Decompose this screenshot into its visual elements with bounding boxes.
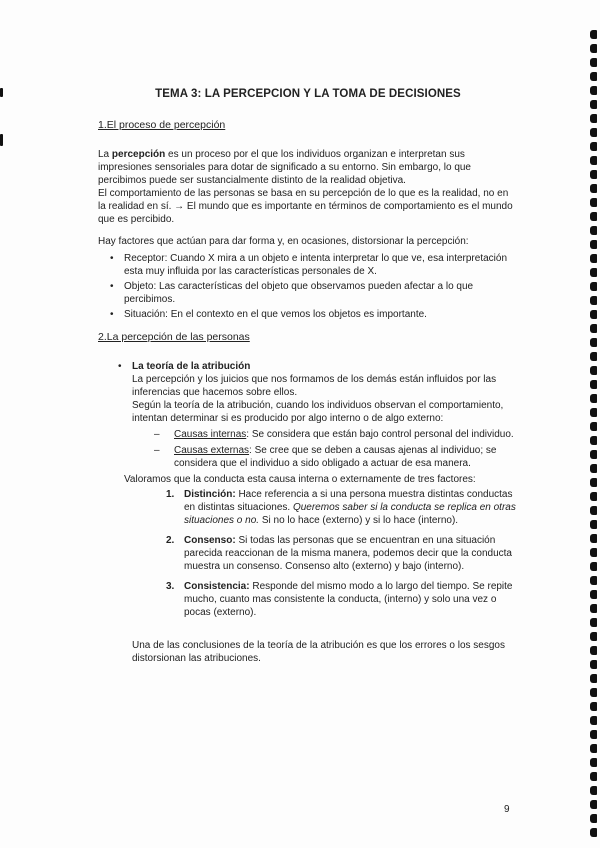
cause-internal-label: Causas internas: [174, 429, 247, 440]
factor-italic: Queremos saber si la conducta se replica en otras situaciones o no.: [184, 502, 516, 526]
binding-ring: [590, 674, 597, 683]
binding-ring: [590, 548, 597, 557]
binding-ring: [590, 520, 597, 529]
factor-number: 2.: [166, 535, 175, 546]
binding-ring: [590, 366, 597, 375]
definition-text: es un proceso por el que los individuos organizan e interpretan sus impresiones sensoriales para dotar de significado a su entorno. Sin embargo, lo que percibimos puede ser sustancialmente distinto de la realidad objetiva.: [98, 149, 471, 186]
binding-ring: [590, 758, 597, 767]
binding-ring: [590, 646, 597, 655]
binding-ring: [590, 254, 597, 263]
binding-ring: [590, 394, 597, 403]
binding-ring: [590, 786, 597, 795]
binding-ring: [590, 114, 597, 123]
binding-ring: [590, 660, 597, 669]
three-factors-list: [132, 488, 518, 619]
list-item: [174, 444, 518, 470]
binding-ring: [590, 492, 597, 501]
paragraph-behavior: El comportamiento de las personas se basa en su percepción de lo que es la realidad, no en la realidad en sí. → El mundo que es importante en términos de comportamiento es el mundo que es percibido.: [98, 188, 513, 225]
binding-ring: [590, 44, 597, 53]
binding-ring: [590, 716, 597, 725]
binding-ring: [590, 240, 597, 249]
binding-ring: [590, 534, 597, 543]
binding-ring: [590, 828, 597, 837]
binding-ring: [590, 506, 597, 515]
binding-ring: [590, 72, 597, 81]
binding-ring: [590, 58, 597, 67]
binding-ring: [590, 30, 597, 39]
term-percepcion: percepción: [111, 149, 166, 160]
binding-ring: [590, 268, 597, 277]
binding-ring: [590, 464, 597, 473]
factor-text-2: Si no lo hace (externo) y si lo hace (interno).: [259, 515, 459, 526]
spiral-binding: [587, 30, 597, 848]
binding-ring: [590, 338, 597, 347]
binding-ring: [590, 772, 597, 781]
binding-ring: [590, 198, 597, 207]
cause-external-text: : Se cree que se deben a causas ajenas al individuo; se considera que el individuo a sido obligado a actuar de esa manera.: [174, 445, 497, 469]
binding-ring: [590, 604, 597, 613]
binding-ring: [590, 408, 597, 417]
scan-edge-marks: [0, 0, 8, 848]
factors-list: [98, 252, 518, 321]
binding-ring: [590, 352, 597, 361]
attribution-theory-title: • La teoría de la atribución: [132, 361, 251, 372]
binding-ring: [590, 226, 597, 235]
binding-ring: [590, 688, 597, 697]
list-item: [166, 580, 518, 619]
binding-ring: [590, 100, 597, 109]
factors-intro: Hay factores que actúan para dar forma y, en ocasiones, distorsionar la percepción:: [98, 236, 469, 247]
list-item: • Objeto: Las características del objeto que observamos pueden afectar a lo que percibimos.: [124, 280, 518, 306]
document-body: [98, 88, 518, 674]
binding-ring: [590, 814, 597, 823]
cause-external-label: Causas externas: [174, 445, 250, 456]
binding-ring: [590, 436, 597, 445]
factor-text: Si todas las personas que se encuentran en una situación parecida reaccionan de la misma manera, podemos decir que la conducta muestra un consenso. Consenso alto (externo) y bajo (interno).: [184, 535, 512, 572]
binding-ring: [590, 702, 597, 711]
definition-prefix: La: [98, 149, 112, 160]
conclusion-paragraph: Una de las conclusiones de la teoría de la atribución es que los errores o los sesgos distorsionan las atribuciones.: [132, 640, 505, 664]
factor-name: Consistencia:: [184, 581, 250, 592]
binding-ring: [590, 86, 597, 95]
factor-text: Hace referencia a si una persona muestra distintas conductas en distintas situaciones.: [184, 489, 513, 513]
binding-ring: [590, 562, 597, 571]
binding-ring: [590, 800, 597, 809]
list-item: [166, 534, 518, 573]
factor-number: 1.: [166, 489, 175, 500]
attribution-paragraph-1: La percepción y los juicios que nos formamos de los demás están influidos por las inferencias que hacemos sobre ellos.: [132, 374, 497, 398]
binding-ring: [590, 324, 597, 333]
binding-ring: [590, 296, 597, 305]
list-item: • Situación: En el contexto en el que vemos los objetos es importante.: [124, 308, 518, 321]
page-title: TEMA 3: LA PERCEPCION Y LA TOMA DE DECISIONES: [155, 88, 461, 100]
section-1-heading: 1.El proceso de percepción: [98, 119, 226, 131]
binding-ring: [590, 590, 597, 599]
attribution-theory-block: [98, 360, 518, 619]
list-item: • Receptor: Cuando X mira a un objeto e intenta interpretar lo que ve, esa interpretación esta muy influida por las características personales de X.: [124, 252, 518, 278]
binding-ring: [590, 422, 597, 431]
factor-text: Responde del mismo modo a lo largo del tiempo. Se repite mucho, cuanto mas consistente la conducta, (interno) y solo una vez o pocas (externo).: [184, 581, 513, 618]
factor-name: Distinción:: [184, 489, 236, 500]
section-2-heading: 2.La percepción de las personas: [98, 331, 250, 343]
binding-ring: [590, 478, 597, 487]
binding-ring: [590, 170, 597, 179]
causes-list: [132, 428, 518, 470]
cause-internal-text: : Se considera que están bajo control personal del individuo.: [246, 429, 514, 440]
binding-ring: [590, 184, 597, 193]
binding-ring: [590, 730, 597, 739]
attribution-paragraph-2: Según la teoría de la atribución, cuando los individuos observan el comportamiento, intentan determinar si es producido por algo interno o de algo externo:: [132, 400, 504, 424]
binding-ring: [590, 380, 597, 389]
paragraph-definition: [98, 148, 518, 187]
binding-ring: [590, 632, 597, 641]
page-number: 9: [504, 804, 510, 815]
binding-ring: [590, 142, 597, 151]
binding-ring: [590, 576, 597, 585]
binding-ring: [590, 128, 597, 137]
binding-ring: [590, 212, 597, 221]
three-factors-intro: Valoramos que la conducta esta causa interna o externamente de tres factores:: [124, 474, 476, 485]
factor-number: 3.: [166, 581, 175, 592]
binding-ring: [590, 450, 597, 459]
binding-ring: [590, 310, 597, 319]
factor-name: Consenso:: [184, 535, 236, 546]
binding-ring: [590, 282, 597, 291]
binding-ring: [590, 744, 597, 753]
binding-ring: [590, 156, 597, 165]
list-item: [166, 488, 518, 527]
binding-ring: [590, 618, 597, 627]
list-item: [174, 428, 518, 441]
